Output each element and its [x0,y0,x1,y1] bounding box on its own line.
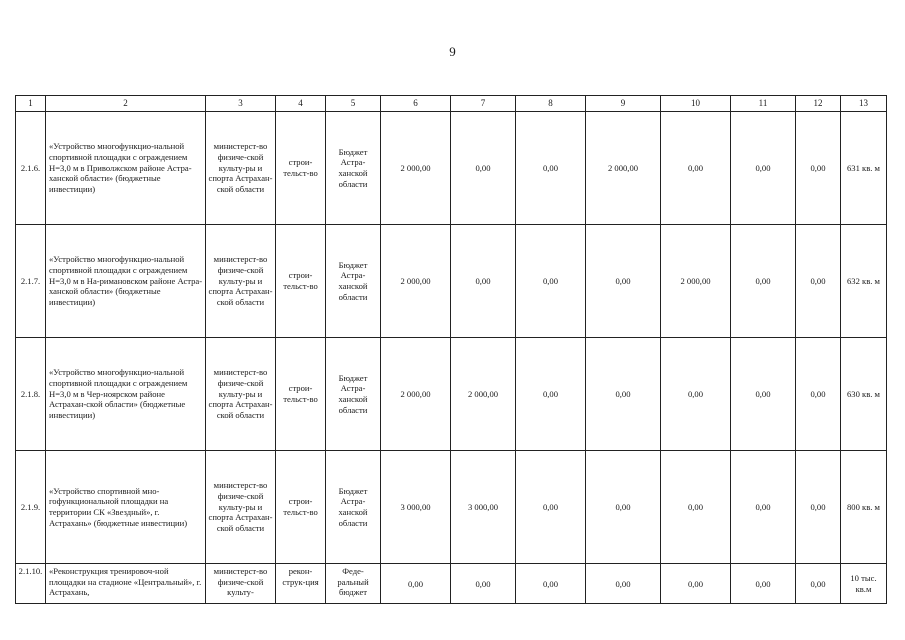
row-value-6: 2 000,00 [381,225,451,338]
header-row [16,96,887,112]
row-value-10: 0,00 [661,451,731,564]
program-table [15,95,887,604]
row-value-7: 2 000,00 [451,338,516,451]
row-value-11: 0,00 [731,112,796,225]
column-header: 1 [16,96,46,112]
row-value-10: 0,00 [661,564,731,604]
row-value-7: 0,00 [451,112,516,225]
table-row [16,451,887,564]
row-value-9: 0,00 [586,451,661,564]
row-value-6: 2 000,00 [381,112,451,225]
row-id: 2.1.8. [16,338,46,451]
row-value-9: 2 000,00 [586,112,661,225]
row-value-10: 0,00 [661,112,731,225]
row-id: 2.1.7. [16,225,46,338]
table-row [16,564,887,604]
row-value-9: 0,00 [586,338,661,451]
column-header: 4 [276,96,326,112]
row-value-11: 0,00 [731,225,796,338]
table-row [16,112,887,225]
row-type: строи-тельст-во [276,112,326,225]
column-header: 6 [381,96,451,112]
row-type: строи-тельст-во [276,451,326,564]
row-value-7: 0,00 [451,564,516,604]
row-value-13: 632 кв. м [841,225,887,338]
row-description: «Реконструкция тренировоч-ной площадки на стадионе «Центральный», г. Астрахань, [46,564,206,604]
row-value-12: 0,00 [796,451,841,564]
row-value-9: 0,00 [586,225,661,338]
column-header: 3 [206,96,276,112]
row-value-7: 0,00 [451,225,516,338]
row-source: Феде-ральный бюджет [326,564,381,604]
row-value-13: 800 кв. м [841,451,887,564]
row-value-7: 3 000,00 [451,451,516,564]
row-value-12: 0,00 [796,112,841,225]
column-header: 5 [326,96,381,112]
row-description: «Устройство многофункцио-нальной спортивной площадки с ограждением Н=3,0 м в На-римановском районе Астра-ханской области» (бюджетные инвестиции) [46,225,206,338]
row-value-6: 2 000,00 [381,338,451,451]
column-header: 9 [586,96,661,112]
row-type: рекон-струк-ция [276,564,326,604]
column-header: 7 [451,96,516,112]
row-description: «Устройство многофункцио-нальной спортивной площадки с ограждением Н=3,0 м в Приволжском районе Астра-ханской области» (бюджетные инвестиции) [46,112,206,225]
table-row [16,338,887,451]
column-header: 12 [796,96,841,112]
row-source: Бюджет Астра-ханской области [326,338,381,451]
row-id: 2.1.6. [16,112,46,225]
page-number: 9 [449,44,456,59]
row-value-13: 10 тыс. кв.м [841,564,887,604]
row-value-12: 0,00 [796,225,841,338]
row-executor: министерст-во физиче-ской культу-ры и спорта Астрахан-ской области [206,451,276,564]
row-executor: министерст-во физиче-ской культу-ры и спорта Астрахан-ской области [206,112,276,225]
row-value-11: 0,00 [731,338,796,451]
row-value-9: 0,00 [586,564,661,604]
column-header: 11 [731,96,796,112]
row-value-8: 0,00 [516,338,586,451]
row-value-13: 630 кв. м [841,338,887,451]
row-description: «Устройство многофункцио-нальной спортивной площадки с ограждением Н=3,0 м в Чер-ноярском районе Астрахан-ской области» (бюджетные инвестиции) [46,338,206,451]
row-value-11: 0,00 [731,564,796,604]
row-value-12: 0,00 [796,564,841,604]
row-value-8: 0,00 [516,451,586,564]
row-value-12: 0,00 [796,338,841,451]
row-type: строи-тельст-во [276,338,326,451]
column-header: 13 [841,96,887,112]
row-value-8: 0,00 [516,225,586,338]
row-id: 2.1.10. [16,564,46,604]
row-value-6: 0,00 [381,564,451,604]
row-value-10: 2 000,00 [661,225,731,338]
row-value-13: 631 кв. м [841,112,887,225]
row-source: Бюджет Астра-ханской области [326,225,381,338]
row-source: Бюджет Астра-ханской области [326,451,381,564]
row-description: «Устройство спортивной мно-гофункциональной площадки на территории СК «Звездный», г. Астрахань» (бюджетные инвестиции) [46,451,206,564]
column-header: 10 [661,96,731,112]
row-value-8: 0,00 [516,564,586,604]
column-header: 8 [516,96,586,112]
row-executor: министерст-во физиче-ской культу-ры и спорта Астрахан-ской области [206,338,276,451]
row-source: Бюджет Астра-ханской области [326,112,381,225]
row-executor: министерст-во физиче-ской культу- [206,564,276,604]
row-executor: министерст-во физиче-ской культу-ры и спорта Астрахан-ской области [206,225,276,338]
row-type: строи-тельст-во [276,225,326,338]
row-value-8: 0,00 [516,112,586,225]
row-id: 2.1.9. [16,451,46,564]
row-value-6: 3 000,00 [381,451,451,564]
row-value-11: 0,00 [731,451,796,564]
row-value-10: 0,00 [661,338,731,451]
table-row [16,225,887,338]
column-header: 2 [46,96,206,112]
